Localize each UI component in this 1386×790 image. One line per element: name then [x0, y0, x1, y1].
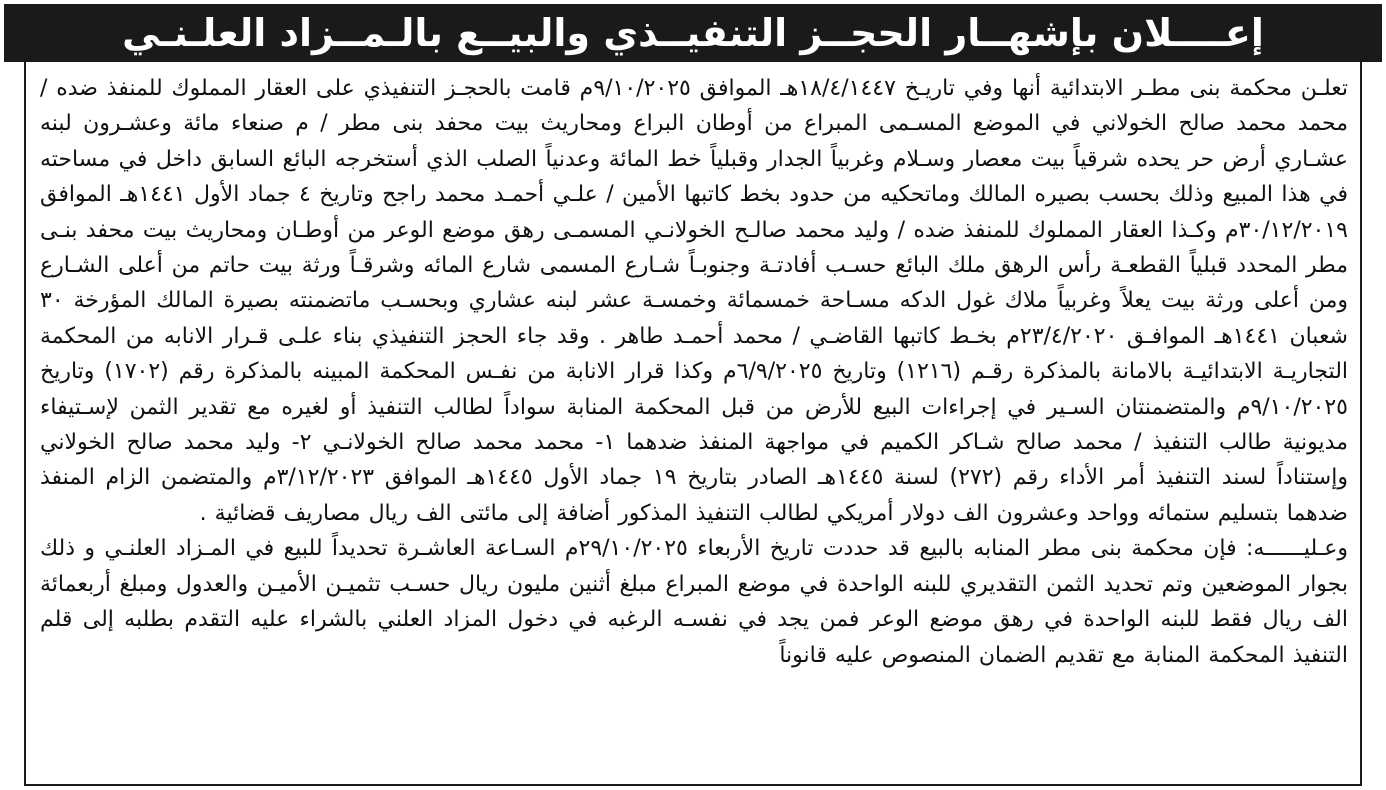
notice-body: [40, 71, 1348, 673]
notice-paragraph-seizure: تعلـن محكمة بنى مطـر الابتدائية أنها وفي تاريـخ ١٨/٤/١٤٤٧هـ الموافق ٩/١٠/٢٠٢٥م قامت بالحجـز التنفيذي على العقار المملوك للمنفذ ضده / محمد محمد صالح الخولاني في الموضع المسـمى المبراع من أوطان البراع ومحاريث بيت محفد بنى مطر / م صنعاء مائة وعشـرون لبنه عشـاري أرض حر يحده شرقياً بيت معصار وسـلام وغربياً الجدار وقبلياً خط المائة وعدنياً الصلب الذي أستخرجه البائع السابق داخل في مساحته في هذا المبيع وذلك بحسب بصيره المالك وماتحكيه من حدود بخط كاتبها الأمين / علـي أحمـد محمد راجح وتاريخ ٤ جماد الأول ١٤٤١هـ الموافق ٣٠/١٢/٢٠١٩م وكـذا العقار المملوك للمنفذ ضده / وليد محمد صالـح الخولانـي المسمـى رهق موضع الوعر من أوطـان ومحاريث بيت محفد بنـى مطر المحدد قبلياً القطعـة رأس الرهق ملك البائع حسـب أفادتـة وجنوبـاً شـارع المسمى شارع المائه وشرقـاً ورثة بيت حاتم من أعلى الشـارع ومن أعلى ورثة بيت يعلاً وغربياً ملاك غول الدكه مسـاحة خمسمائة وخمسـة عشر لبنه عشاري وبحسـب ماتضمنته بصيرة المالك المؤرخة ٣٠ شعبان ١٤٤١هـ الموافـق ٢٣/٤/٢٠٢٠م بخـط كاتبها القاضـي / محمد أحمـد طاهر . وقد جاء الحجز التنفيذي بناء علـى قـرار الانابه من المحكمة التجاريـة الابتدائيـة بالامانة بالمذكرة رقـم (١٢١٦) وتاريخ ٦/٩/٢٠٢٥م وكذا قرار الانابة من نفـس المحكمة المبينه بالمذكرة رقم (١٧٠٢) وتاريخ ٩/١٠/٢٠٢٥م والمتضمنتان السـير في إجراءات البيع للأرض من قبل المحكمة المنابة سواداً لطالب التنفيذ أو لغيره مع تقدير الثمن لإسـتيفاء مديونية طالب التنفيذ / محمد صالح شـاكر الكميم في مواجهة المنفذ ضدهما ١- محمد محمد صالح الخولانـي ٢- وليد محمد صالح الخولاني وإستناداً لسند التنفيذ أمر الأداء رقم (٢٧٢) لسنة ١٤٤٥هـ الصادر بتاريخ ١٩ جماد الأول ١٤٤٥هـ الموافق ٣/١٢/٢٠٢٣م والمتضمن الزام المنفذ ضدهما بتسليم ستمائه وواحد وعشرون الف دولار أمريكي لطالب التنفيذ المذكور أضافة إلى مائتى الف ريال مصاريف قضائية .: [40, 76, 1349, 526]
title-banner: [4, 4, 1382, 62]
notice-title: إعــــلان بإشهــار الحجــز التنفيــذي والبيــع بالـمــزاد العلـنـي: [122, 11, 1264, 55]
notice-paragraph-auction: وعـليــــــه: فإن محكمة بنى مطر المنابه بالبيع قد حددت تاريخ الأربعاء ٢٩/١٠/٢٠٢٥م السـاعة العاشـرة تحديداً للبيع في المـزاد العلنـي و ذلك بجوار الموضعين وتم تحديد الثمن التقديري للبنه الواحدة في موضع المبراع مبلغ أثنين مليون ريال حسـب تثميـن الأميـن والعدول ومبلغ أربعمائة الف ريال فقط للبنه الواحدة في رهق موضع الوعر فمن يجد في نفسـه الرغبه في دخول المزاد العلني بالشراء عليه التقدم بطلبه إلى قلم التنفيذ المحكمة المنابة مع تقديم الضمان المنصوص عليه قانوناً: [40, 536, 1348, 668]
